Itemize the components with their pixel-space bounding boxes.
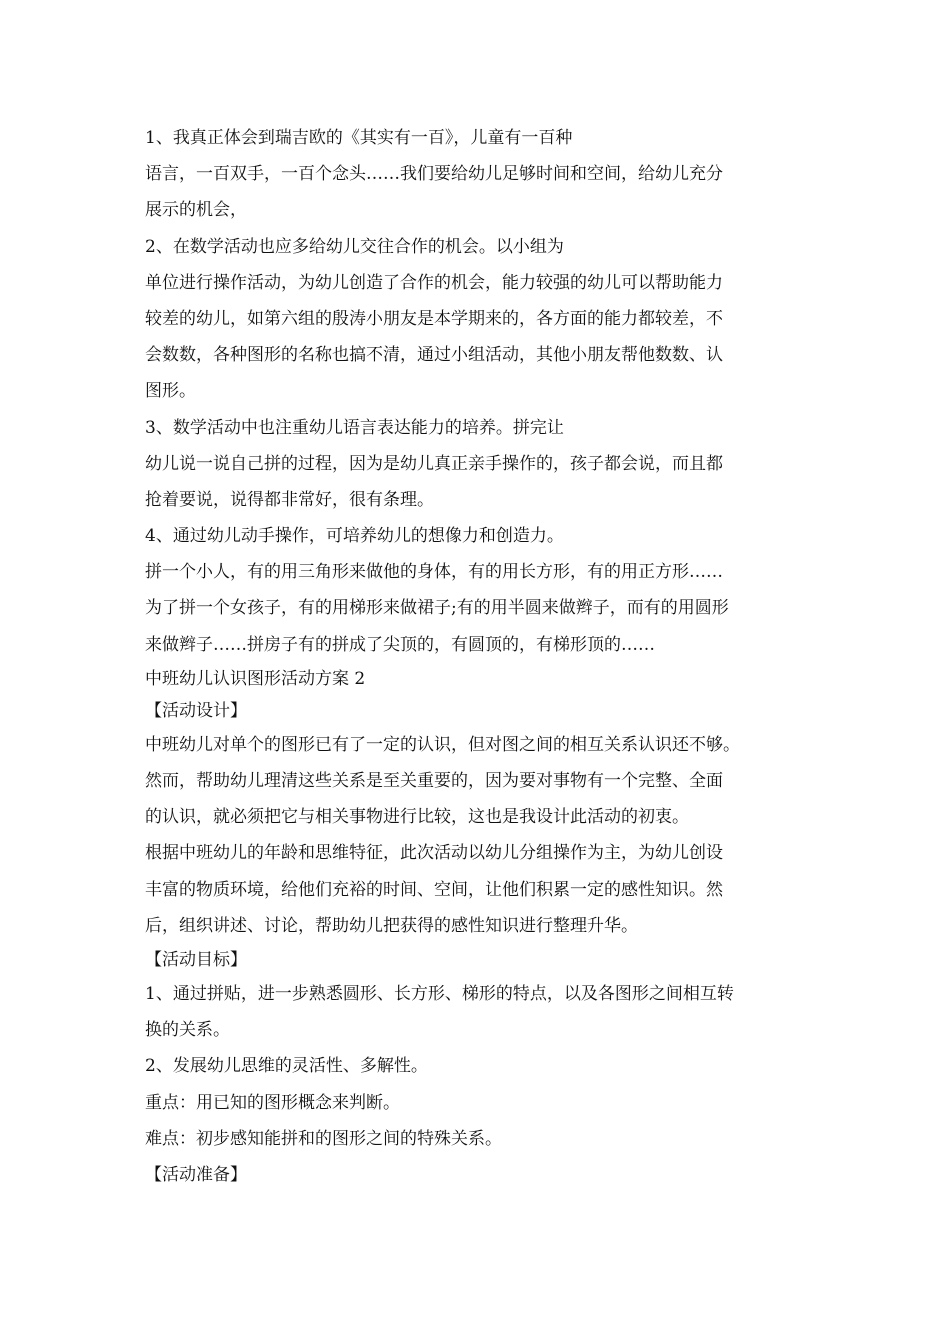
text-line: 根据中班幼儿的年龄和思维特征，此次活动以幼儿分组操作为主，为幼儿创设: [145, 843, 723, 864]
text-line: 2、在数学活动也应多给幼儿交往合作的机会。以小组为: [145, 236, 564, 257]
text-line: 换的关系。: [145, 1020, 230, 1041]
text-line: 抢着要说，说得都非常好，很有条理。: [145, 489, 434, 510]
text-line: 中班幼儿对单个的图形已有了一定的认识，但对图之间的相互关系认识还不够。: [145, 734, 740, 755]
text-line: 的认识，就必须把它与相关事物进行比较，这也是我设计此活动的初衷。: [145, 807, 689, 828]
text-line: 图形。: [145, 381, 196, 402]
text-line: 丰富的物质环境，给他们充裕的时间、空间，让他们积累一定的感性知识。然: [145, 879, 723, 900]
text-line: 1、通过拼贴，进一步熟悉圆形、长方形、梯形的特点，以及各图形之间相互转: [145, 983, 734, 1004]
text-line: 为了拼一个女孩子，有的用梯形来做裙子;有的用半圆来做辫子，而有的用圆形: [145, 598, 729, 619]
section-title: 中班幼儿认识图形活动方案 2: [145, 668, 366, 689]
section-heading: 【活动目标】: [145, 949, 247, 970]
text-line: 幼儿说一说自己拼的过程，因为是幼儿真正亲手操作的，孩子都会说，而且都: [145, 453, 723, 474]
text-line: 后，组织讲述、讨论，帮助幼儿把获得的感性知识进行整理升华。: [145, 915, 638, 936]
text-line: 较差的幼儿，如第六组的殷涛小朋友是本学期来的，各方面的能力都较差，不: [145, 308, 723, 329]
text-line: 重点：用已知的图形概念来判断。: [145, 1092, 400, 1113]
text-line: 然而，帮助幼儿理清这些关系是至关重要的，因为要对事物有一个完整、全面: [145, 771, 723, 791]
document-body: [145, 120, 825, 1193]
text-line: 来做辫子……拼房子有的拼成了尖顶的，有圆顶的，有梯形顶的……: [145, 634, 655, 655]
text-line: 4、通过幼儿动手操作，可培养幼儿的想像力和创造力。: [145, 526, 564, 547]
text-line: 难点：初步感知能拼和的图形之间的特殊关系。: [145, 1128, 502, 1149]
text-line: 3、数学活动中也注重幼儿语言表达能力的培养。拼完让: [145, 417, 564, 438]
text-line: 单位进行操作活动，为幼儿创造了合作的机会，能力较强的幼儿可以帮助能力: [145, 272, 723, 293]
text-line: 会数数，各种图形的名称也搞不清，通过小组活动，其他小朋友帮他数数、认: [145, 345, 723, 366]
section-heading: 【活动准备】: [145, 1164, 247, 1185]
section-heading: 【活动设计】: [145, 700, 247, 721]
text-line: 1、我真正体会到瑞吉欧的《其实有一百》，儿童有一百种: [145, 128, 573, 148]
text-line: 语言，一百双手，一百个念头……我们要给幼儿足够时间和空间，给幼儿充分: [145, 164, 723, 185]
text-line: 2、发展幼儿思维的灵活性、多解性。: [145, 1056, 428, 1077]
text-line: 拼一个小人，有的用三角形来做他的身体，有的用长方形，有的用正方形……: [145, 562, 723, 583]
text-line: 展示的机会，: [145, 200, 247, 221]
